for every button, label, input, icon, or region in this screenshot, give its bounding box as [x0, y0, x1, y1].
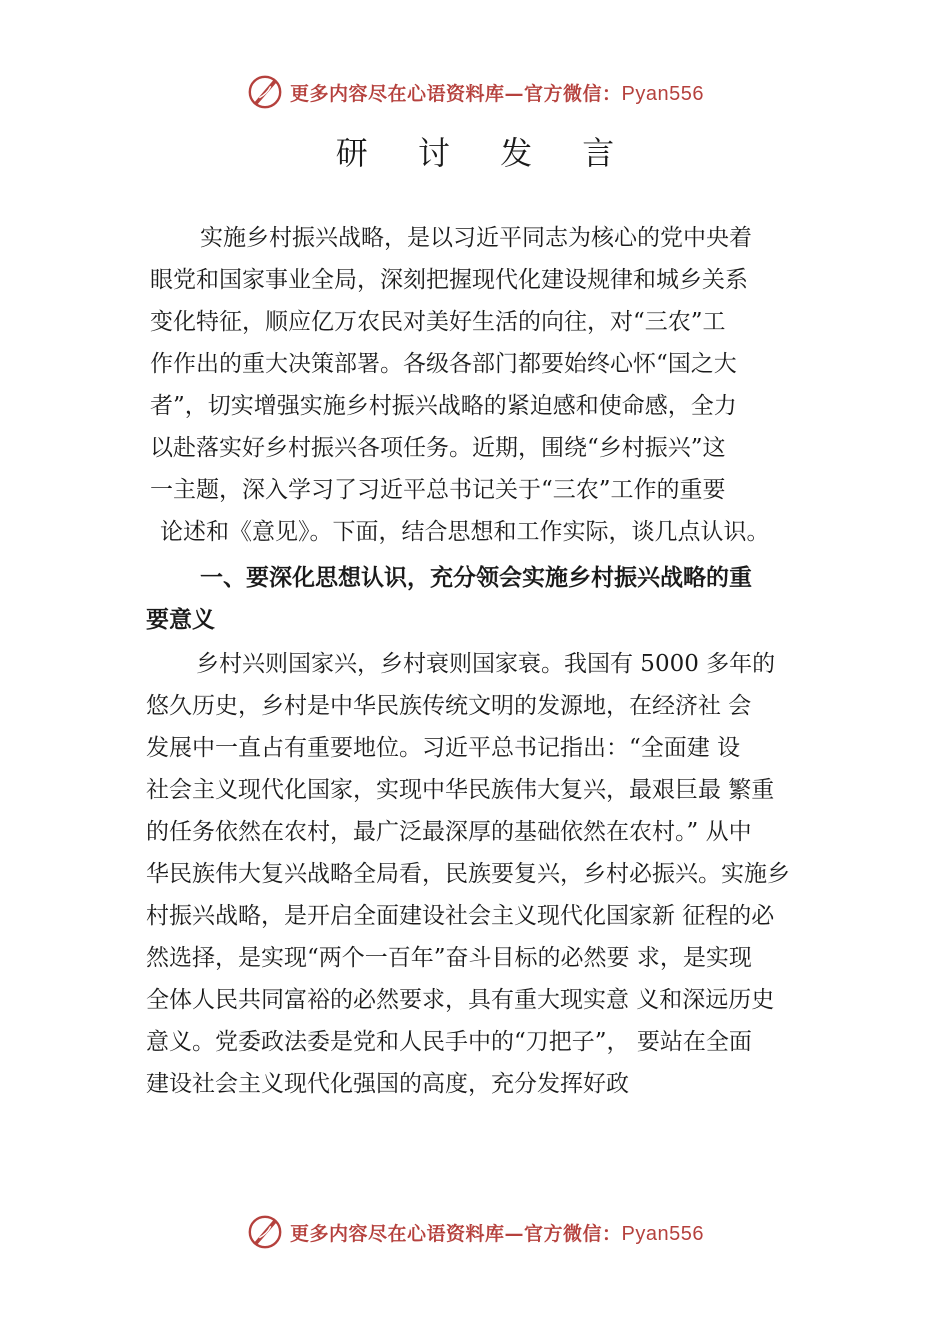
paragraph-line: 然选择，是实现“两个一百年”奋斗目标的必然要 求，是实现 [146, 945, 752, 971]
footer-watermark-banner [0, 1212, 950, 1252]
paragraph-line: 全体人民共同富裕的必然要求，具有重大现实意 义和深远历史 [146, 987, 775, 1013]
paragraph-line: 的任务依然在农村，最广泛最深厚的基础依然在农村。” 从中 [146, 819, 752, 845]
paragraph-line: 作作出的重大决策部署。各级各部门都要始终心怀“国之大 [150, 351, 737, 377]
banner-text: 更多内容尽在心语资料库—官方微信：Pyan556 [290, 82, 704, 105]
paragraph-line: 社会主义现代化国家，实现中华民族伟大复兴，最艰巨最 繁重 [146, 777, 775, 803]
paragraph-line: 一主题，深入学习了习近平总书记关于“三农”工作的重要 [150, 477, 726, 503]
paragraph-line: 论述和《意见》。下面，结合思想和工作实际，谈几点认识。 [160, 519, 770, 545]
paragraph-line: 眼党和国家事业全局，深刻把握现代化建设规律和城乡关系 [150, 267, 748, 293]
paragraph-line: 意义。党委政法委是党和人民手中的“刀把子”， 要站在全面 [146, 1029, 752, 1055]
paragraph-line: 建设社会主义现代化强国的高度，充分发挥好政 [146, 1071, 629, 1097]
paragraph-line: 变化特征，顺应亿万农民对美好生活的向往，对“三农”工 [150, 309, 726, 335]
paragraph-line: 发展中一直占有重要地位。习近平总书记指出：“全面建 设 [146, 735, 741, 761]
paragraph-line: 乡村兴则国家兴，乡村衰则国家衰。我国有 5000 多年的 [196, 651, 776, 677]
page-title: 研 讨 发 言 [335, 134, 635, 172]
quill-logo-icon [246, 73, 284, 111]
section-heading: 要意义 [146, 606, 215, 633]
paragraph-line: 村振兴战略，是开启全面建设社会主义现代化国家新 征程的必 [146, 903, 775, 929]
paragraph-line: 以赴落实好乡村振兴各项任务。近期，围绕“乡村振兴”这 [150, 435, 726, 461]
paragraph-line: 悠久历史，乡村是中华民族传统文明的发源地，在经济社 会 [146, 693, 752, 719]
paragraph-line: 实施乡村振兴战略，是以习近平同志为核心的党中央着 [200, 225, 752, 251]
paragraph-line: 者”，切实增强实施乡村振兴战略的紧迫感和使命感，全力 [150, 393, 737, 419]
header-watermark-banner [0, 72, 950, 112]
section-heading: 一、要深化思想认识，充分领会实施乡村振兴战略的重 [200, 564, 752, 591]
paragraph-line: 华民族伟大复兴战略全局看，民族要复兴，乡村必振兴。实施乡 [146, 861, 790, 887]
banner-text: 更多内容尽在心语资料库—官方微信：Pyan556 [290, 1222, 704, 1245]
quill-logo-icon [246, 1213, 284, 1251]
